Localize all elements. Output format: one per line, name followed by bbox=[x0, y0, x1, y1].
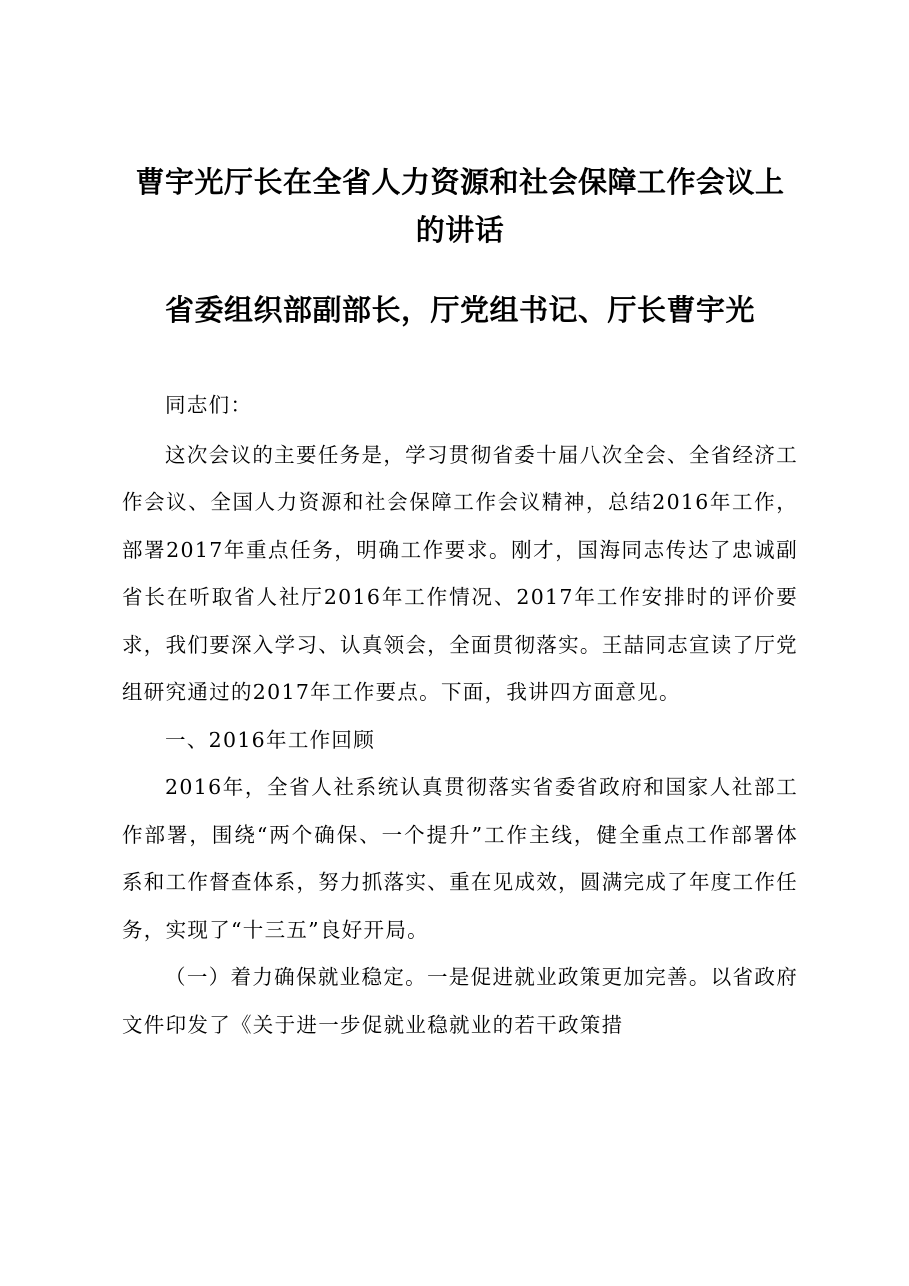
speaker-byline: 省委组织部副部长，厅党组书记、厅长曹宇光 bbox=[164, 293, 755, 327]
salutation: 同志们： bbox=[165, 393, 253, 417]
document-title: 曹宇光厅长在全省人力资源和社会保障工作会议上的讲话 bbox=[135, 165, 785, 247]
paragraph-employment: （一）着力确保就业稳定。一是促进就业政策更加完善。以省政府文件印发了《关于进一步促就业稳就业的若干政策措 bbox=[122, 965, 798, 1037]
section-heading: 一、2016年工作回顾 bbox=[165, 727, 376, 752]
document-body bbox=[122, 382, 798, 1049]
document-page bbox=[122, 158, 798, 1049]
paragraph-intro: 这次会议的主要任务是，学习贯彻省委十届八次全会、全省经济工作会议、全国人力资源和社会保障工作会议精神，总结2016年工作，部署2017年重点任务，明确工作要求。刚才，国海同志传达了忠诚副省长在听取省人社厅2016年工作情况、2017年工作安排时的评价要求，我们要深入学习、认真领会，全面贯彻落实。王喆同志宣读了厅党组研究通过的2017年工作要点。下面，我讲四方面意见。 bbox=[122, 442, 798, 704]
paragraph-review: 2016年，全省人社系统认真贯彻落实省委省政府和国家人社部工作部署，围绕“两个确保、一个提升”工作主线，健全重点工作部署体系和工作督查体系，努力抓落实、重在见成效，圆满完成了年度工作任务，实现了“十三五”良好开局。 bbox=[122, 775, 798, 942]
